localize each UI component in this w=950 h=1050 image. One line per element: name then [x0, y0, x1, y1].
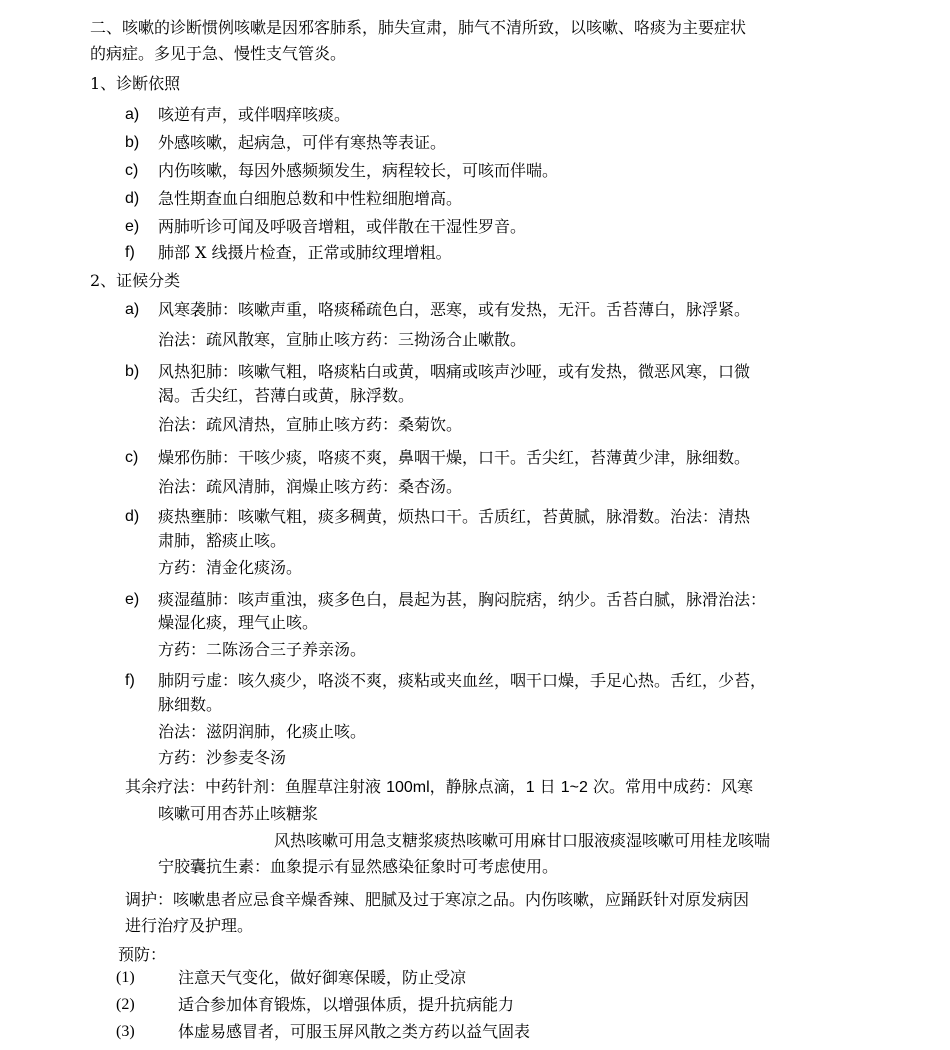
syndrome-a-therapy: 治法：疏风散寒，宣肺止咳方药：三拗汤合止嗽散。 [158, 330, 527, 349]
syndrome-item-a [0, 298, 950, 322]
syndrome-item-b [0, 360, 950, 384]
syndrome-f-therapy: 治法：滋阴润肺，化痰止咳。 [158, 722, 367, 741]
care-line-2: 进行治疗及护理。 [125, 916, 254, 935]
syndrome-d-line-2: 肃肺，豁痰止咳。 [158, 531, 287, 550]
syndrome-item-text: 痰热壅肺：咳嗽气粗，痰多稠黄，烦热口干。舌质红，苔黄腻，脉滑数。治法：清热 [158, 507, 751, 526]
syndrome-f-line-2: 脉细数。 [158, 695, 223, 714]
syndrome-e-line-2: 燥湿化痰，理气止咳。 [158, 613, 319, 632]
other-therapy-line-1 [125, 775, 753, 799]
syndrome-f-prescription: 方药：沙参麦冬汤 [158, 748, 287, 767]
diagnosis-item [0, 187, 950, 211]
diagnosis-item-marker: e) [125, 218, 140, 235]
diagnosis-item [0, 103, 950, 127]
other-therapy-line-4: 宁胶囊抗生素：血象提示有显然感染征象时可考虑使用。 [158, 857, 559, 876]
syndrome-b-line-2: 渴。舌尖红，苔薄白或黄，脉浮数。 [158, 386, 415, 405]
syndrome-item-marker: c) [125, 449, 139, 466]
syndrome-c-therapy: 治法：疏风清肺，润燥止咳方药：桑杏汤。 [158, 477, 463, 496]
syndrome-d-prescription: 方药：清金化痰汤。 [158, 558, 303, 577]
diagnosis-item [0, 159, 950, 183]
other-therapy-text: 次。常用中成药：风寒 [587, 777, 754, 796]
syndrome-item-text: 风寒袭肺：咳嗽声重，咯痰稀疏色白，恶寒，或有发热，无汗。舌苔薄白，脉浮紧。 [158, 300, 751, 319]
syndrome-item-text: 风热犯肺：咳嗽气粗，咯痰粘白或黄，咽痛或咳声沙哑，或有发热，微恶风寒，口微 [158, 362, 751, 381]
prevention-item-text: 注意天气变化，做好御寒保暖，防止受凉 [178, 968, 467, 987]
prevention-item [0, 966, 950, 990]
syndrome-item-marker: a) [125, 301, 140, 318]
syndrome-item-marker: e) [125, 591, 140, 608]
diagnosis-item-marker: d) [125, 190, 140, 207]
syndrome-b-therapy: 治法：疏风清热，宣肺止咳方药：桑菊饮。 [158, 415, 463, 434]
other-therapy-text: 其余疗法：中药针剂：鱼腥草注射液 [125, 777, 387, 796]
dose-times: 1~2 [560, 779, 588, 796]
diagnosis-heading: 1、诊断依照 [90, 74, 181, 93]
prevention-heading: 预防： [118, 945, 167, 964]
syndrome-item-text: 燥邪伤肺：干咳少痰，咯痰不爽，鼻咽干燥，口干。舌尖红，苔薄黄少津，脉细数。 [158, 448, 751, 467]
dose-days: 1 [525, 779, 535, 796]
syndrome-item-d [0, 505, 950, 529]
diagnosis-item-text: 两肺听诊可闻及呼吸音增粗，或伴散在干湿性罗音。 [158, 217, 527, 236]
diagnosis-item-text: 内伤咳嗽，每因外感频频发生，病程较长，可咳而伴喘。 [158, 161, 559, 180]
syndrome-item-text: 痰湿蕴肺：咳声重浊，痰多色白，晨起为甚，胸闷脘痞，纳少。舌苔白腻，脉滑治法： [158, 590, 767, 609]
diagnosis-item-marker: a) [125, 106, 140, 123]
prevention-item [0, 1020, 950, 1044]
other-therapy-text: 日 [534, 777, 561, 796]
other-therapy-line-2: 咳嗽可用杏苏止咳糖浆 [158, 804, 319, 823]
syndrome-item-f [0, 669, 950, 693]
other-therapy-text: ，静脉点滴， [429, 777, 526, 796]
prevention-item-text: 适合参加体育锻炼，以增强体质，提升抗病能力 [178, 995, 515, 1014]
syndrome-item-e [0, 588, 950, 612]
prevention-item-marker: (3) [116, 1023, 135, 1040]
care-line-1: 调护：咳嗽患者应忌食辛燥香辣、肥腻及过于寒凉之品。内伤咳嗽，应踊跃针对原发病因 [125, 890, 750, 909]
prevention-item-marker: (1) [116, 969, 135, 986]
syndromes-heading: 2、证候分类 [90, 271, 181, 290]
dose-volume: 100ml [386, 779, 430, 796]
diagnosis-item [0, 215, 950, 239]
diagnosis-item-text: 咳逆有声，或伴咽痒咳痰。 [158, 105, 351, 124]
prevention-item-text: 体虚易感冒者，可服玉屏风散之类方药以益气固表 [178, 1022, 531, 1041]
syndrome-e-prescription: 方药：二陈汤合三子养亲汤。 [158, 640, 367, 659]
intro-line-1: 二、咳嗽的诊断惯例咳嗽是因邪客肺系，肺失宣肃，肺气不清所致，以咳嗽、咯痰为主要症状 [90, 18, 747, 37]
diagnosis-item-text: 急性期查血白细胞总数和中性粒细胞增高。 [158, 189, 463, 208]
prevention-item [0, 993, 950, 1017]
diagnosis-item-marker: f) [125, 244, 135, 261]
other-therapy-line-3: 风热咳嗽可用急支糖浆痰热咳嗽可用麻甘口服液痰湿咳嗽可用桂龙咳喘 [274, 831, 771, 850]
syndrome-item-c [0, 446, 950, 470]
syndrome-item-text: 肺阴亏虚：咳久痰少，咯淡不爽，痰粘或夹血丝，咽干口燥，手足心热。舌红，少苔， [158, 671, 767, 690]
syndrome-item-marker: f) [125, 672, 135, 689]
diagnosis-item [0, 241, 950, 265]
diagnosis-item-text: 外感咳嗽，起病急，可伴有寒热等表证。 [158, 133, 447, 152]
diagnosis-item-text: 肺部 X 线摄片检查，正常或肺纹理增粗。 [158, 243, 452, 262]
diagnosis-item-marker: b) [125, 134, 140, 151]
syndrome-item-marker: d) [125, 508, 140, 525]
prevention-item-marker: (2) [116, 996, 135, 1013]
syndrome-item-marker: b) [125, 363, 140, 380]
diagnosis-item-marker: c) [125, 162, 139, 179]
diagnosis-item [0, 131, 950, 155]
intro-line-2: 的病症。多见于急、慢性支气管炎。 [90, 44, 347, 63]
